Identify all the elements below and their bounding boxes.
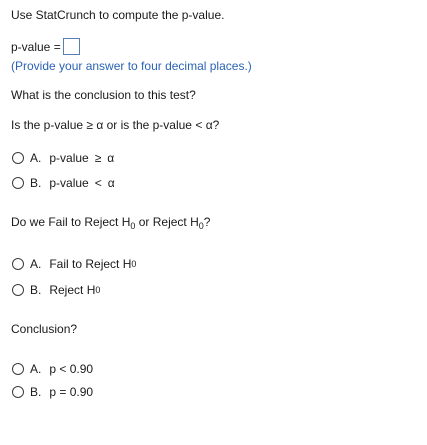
radio-button[interactable] [12, 363, 24, 375]
q1-prompt: Is the p-value ≥ α or is the p-value < α? [11, 118, 220, 132]
q2-prompt: Do we Fail to Reject $H_0$ or Reject $H_0$? [11, 215, 211, 231]
q1-title: What is the conclusion to this test? [11, 88, 196, 102]
q3-title: Conclusion? [11, 322, 78, 336]
radio-button[interactable] [12, 284, 24, 296]
q2-option-a[interactable]: A. Fail to Reject H 0 [12, 257, 136, 271]
pvalue-input[interactable] [63, 38, 80, 55]
pvalue-label: p-value = [11, 39, 61, 54]
radio-button[interactable] [12, 152, 24, 164]
q1-option-a[interactable]: A. p-value ≥ α [12, 151, 114, 165]
q2-option-b[interactable]: B. Reject H 0 [12, 283, 100, 297]
radio-button[interactable] [12, 177, 24, 189]
radio-button[interactable] [12, 386, 24, 398]
intro-text: Use StatCrunch to compute the p-value. [11, 8, 225, 22]
radio-button[interactable] [12, 258, 24, 270]
q3-option-a[interactable]: A. p < 0.90 [12, 362, 93, 376]
pvalue-hint: (Provide your answer to four decimal places.) [11, 59, 252, 73]
q3-option-b[interactable]: B. p = 0.90 [12, 385, 93, 399]
q1-option-b[interactable]: B. p-value < α [12, 176, 115, 190]
pvalue-row [11, 38, 80, 55]
